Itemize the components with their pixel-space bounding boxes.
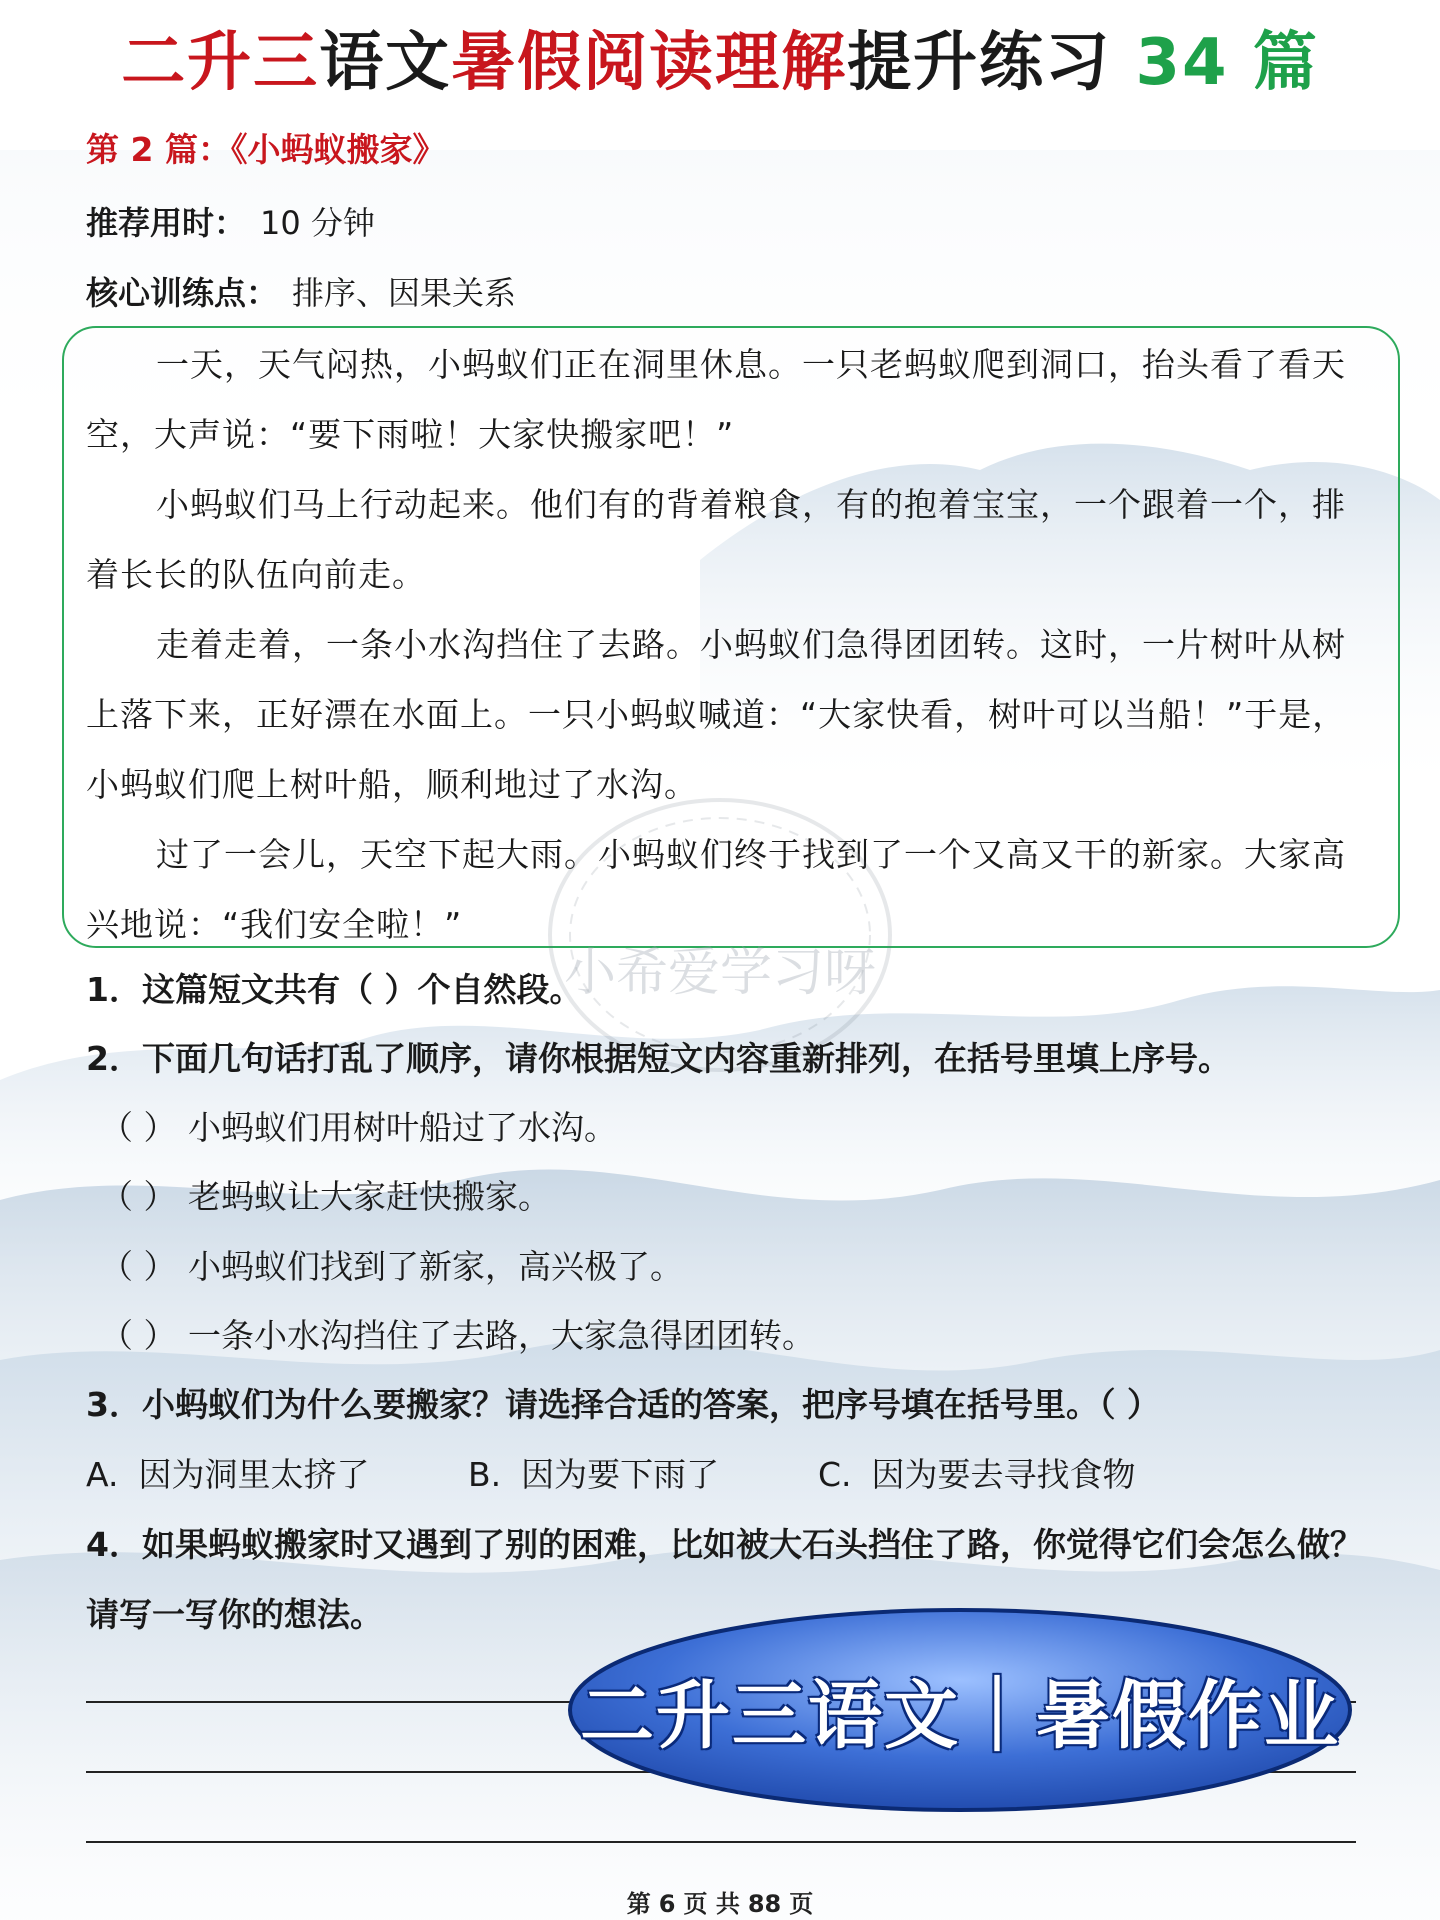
title-part-topic: 暑假阅读理解 <box>451 26 848 100</box>
option-c[interactable] <box>818 1440 1136 1510</box>
watermark-text: 小希爱学习呀 <box>563 943 876 1003</box>
passage-paragraph: 小蚂蚁们马上行动起来。他们有的背着粮食，有的抱着宝宝，一个跟着一个，排着长长的队伍向前走。 <box>86 485 1346 594</box>
main-title <box>0 18 1440 108</box>
order-item-text: 一条小水沟挡住了去路，大家急得团团转。 <box>188 1316 815 1355</box>
page-footer <box>0 1884 1440 1919</box>
order-item-text: 小蚂蚁们用树叶船过了水沟。 <box>188 1108 617 1147</box>
order-item-text: 小蚂蚁们找到了新家，高兴极了。 <box>188 1247 683 1286</box>
training-focus <box>86 268 516 314</box>
section-title: 第 2 篇：《小蚂蚁搬家》 <box>86 130 446 169</box>
footer-page-number: 6 <box>658 1890 676 1918</box>
banner-text: 二升三语文｜暑假作业 <box>580 1673 1340 1759</box>
title-part-subject: 语文 <box>319 26 452 100</box>
order-item-text: 老蚂蚁让大家赶快搬家。 <box>188 1177 551 1216</box>
footer-prefix: 第 <box>626 1890 651 1918</box>
training-focus-label: 核心训练点： <box>86 274 279 312</box>
passage-paragraph: 一天，天气闷热，小蚂蚁们正在洞里休息。一只老蚂蚁爬到洞口，抬头看了看天空，大声说：“要下雨啦！大家快搬家吧！” <box>86 345 1346 454</box>
option-text: 因为要去寻找食物 <box>871 1455 1136 1494</box>
option-letter: B. <box>468 1455 502 1494</box>
passage-paragraph: 过了一会儿，天空下起大雨。小蚂蚁们终于找到了一个又高又干的新家。大家高兴地说：“我们安全啦！” <box>86 835 1346 944</box>
answer-parentheses[interactable]: （ ） <box>100 1247 177 1286</box>
option-text: 因为要下雨了 <box>521 1455 720 1494</box>
title-part-grade: 二升三 <box>121 26 320 100</box>
option-letter: A. <box>86 1455 119 1494</box>
recommended-time-label: 推荐用时： <box>86 204 247 242</box>
promo-banner <box>566 1606 1354 1814</box>
passage-paragraph: 走着走着，一条小水沟挡住了去路。小蚂蚁们急得团团转。这时，一片树叶从树上落下来，正好漂在水面上。一只小蚂蚁喊道：“大家快看，树叶可以当船！”于是，小蚂蚁们爬上树叶船，顺利地过了水沟。 <box>86 625 1347 804</box>
option-a[interactable] <box>86 1440 369 1510</box>
order-item <box>100 1232 683 1302</box>
title-part-practice: 提升练习 <box>847 26 1112 100</box>
answer-parentheses[interactable]: （ ） <box>100 1177 177 1216</box>
recommended-time <box>86 198 375 244</box>
training-focus-value: 排序、因果关系 <box>292 274 517 312</box>
question-3: 3．小蚂蚁们为什么要搬家？请选择合适的答案，把序号填在括号里。（ ） <box>86 1385 1160 1424</box>
order-item <box>100 1162 551 1232</box>
title-part-count: 34 篇 <box>1135 26 1319 100</box>
order-item <box>100 1301 815 1371</box>
footer-total-pages: 88 <box>747 1890 782 1918</box>
answer-parentheses[interactable]: （ ） <box>100 1316 177 1355</box>
answer-parentheses[interactable]: （ ） <box>100 1108 177 1147</box>
option-text: 因为洞里太挤了 <box>138 1455 370 1494</box>
recommended-time-value: 10 分钟 <box>260 204 375 242</box>
question-1: 1．这篇短文共有（ ）个自然段。 <box>86 970 583 1009</box>
answer-line[interactable] <box>86 1841 1356 1843</box>
footer-suffix: 页 <box>789 1890 814 1918</box>
question-4: 4．如果蚂蚁搬家时又遇到了别的困难，比如被大石头挡住了路，你觉得它们会怎么做？请写一写你的想法。 <box>86 1525 1363 1634</box>
footer-mid: 页 共 <box>683 1890 740 1918</box>
order-item <box>100 1093 617 1163</box>
option-b[interactable] <box>468 1440 719 1510</box>
option-letter: C. <box>818 1455 852 1494</box>
question-2: 2．下面几句话打乱了顺序，请你根据短文内容重新排列，在括号里填上序号。 <box>86 1039 1231 1078</box>
